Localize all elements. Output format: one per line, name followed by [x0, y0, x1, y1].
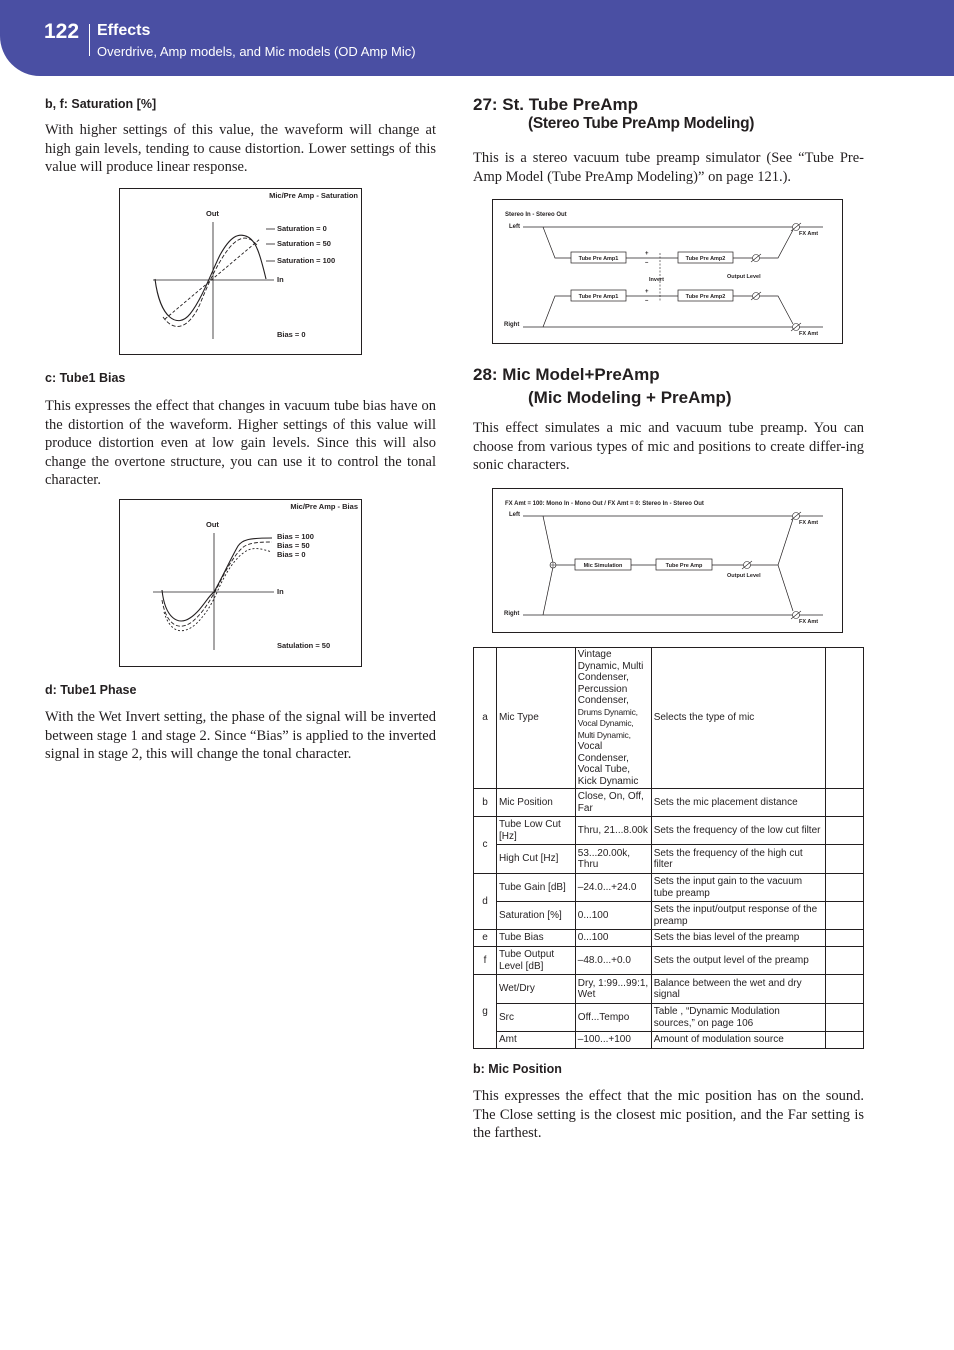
mic-type-range-2: Drums Dynamic, Vocal Dynamic, Multi Dynamic, [577, 706, 638, 740]
param-name: Tube Low Cut [Hz] [496, 817, 575, 845]
saturation-heading: b, f: Saturation [%] [45, 97, 157, 111]
chapter-subtitle: Overdrive, Amp models, and Mic models (OD Amp Mic) [97, 44, 416, 59]
diagram-28-fx-amt-top: FX Amt [799, 520, 819, 526]
param-name: Wet/Dry [496, 975, 575, 1004]
bias-out-axis-label: Out [206, 520, 219, 529]
param-description: Sets the input/output response of the preamp [651, 902, 825, 930]
table-row [474, 975, 864, 1004]
saturation-figure [119, 188, 362, 355]
page-number: 122 [44, 20, 80, 43]
mic-position-heading: b: Mic Position [473, 1062, 562, 1076]
param-name: Src [496, 1004, 575, 1032]
param-name: Mic Position [496, 789, 575, 817]
param-description: Sets the output level of the preamp [651, 947, 825, 975]
param-description: Sets the frequency of the high cut filter [651, 845, 825, 874]
param-description: Sets the bias level of the preamp [651, 930, 825, 947]
param-name: Mic Type [496, 648, 575, 789]
saturation-text: With higher settings of this value, the waveform will change at high gain levels, tending to cause distortion. Lower settings of this value will produce linear response. [45, 122, 436, 175]
saturation-50-label: Saturation = 50 [277, 239, 331, 248]
param-letter: a [474, 648, 497, 789]
diagram-27-amp2-bottom: Tube Pre Amp2 [685, 294, 726, 300]
param-letter: b [474, 789, 497, 817]
chapter-title: Effects [97, 22, 151, 39]
header-divider [89, 24, 90, 56]
param-range: Off...Tempo [575, 1004, 651, 1032]
bias-0-curve-label: Bias = 0 [277, 550, 306, 559]
table-row [474, 930, 864, 947]
param-letter: e [474, 930, 497, 947]
table-row [474, 947, 864, 975]
tube1-phase-text: With the Wet Invert setting, the phase of the signal will be inverted between stage 1 and stage 2. Since “Bias” is applied to the inverted signal in stage 2, this will change the tonal character. [45, 709, 436, 762]
param-description: Table , “Dynamic Modulation sources,” on page 106 [651, 1004, 825, 1032]
param-letter: g [474, 975, 497, 1049]
param-range: 53...20.00k, Thru [575, 845, 651, 874]
bias-0-label: Bias = 0 [277, 330, 306, 339]
table-row [474, 845, 864, 874]
tube1-bias-text: This expresses the effect that changes in vacuum tube bias have on the distortion of the waveform. Higher settings of this value will produce distortion even at low gain levels. Since this will also change the overtone structure, you can use it to control the tonal character. [45, 398, 436, 488]
diagram-28-left-label: Left [509, 512, 520, 518]
diagram-28-mic-simulation: Mic Simulation [583, 563, 623, 569]
mic-type-range-1: Vintage Dynamic, Multi Condenser, Percussion Condenser, [577, 649, 644, 706]
param-extra-cell [826, 1004, 864, 1032]
param-description: Balance between the wet and dry signal [651, 975, 825, 1004]
table-row [474, 648, 864, 789]
table-row [474, 817, 864, 845]
diagram-27-title: Stereo In - Stereo Out [505, 212, 567, 218]
table-row [474, 902, 864, 930]
diagram-27-minus-top: – [645, 260, 649, 266]
param-description: Sets the frequency of the low cut filter [651, 817, 825, 845]
tube1-phase-heading: d: Tube1 Phase [45, 683, 137, 697]
section-28-title: 28: Mic Model+PreAmp [473, 365, 660, 384]
diagram-28-right-label: Right [504, 611, 520, 617]
section-27-subtitle: (Stereo Tube PreAmp Modeling) [528, 115, 755, 132]
param-range: 0...100 [575, 930, 651, 947]
param-name: Tube Bias [496, 930, 575, 947]
param-range: –24.0...+24.0 [575, 874, 651, 902]
param-letter: f [474, 947, 497, 975]
param-extra-cell [826, 789, 864, 817]
param-extra-cell [826, 817, 864, 845]
mic-position-text: This expresses the effect that the mic position has on the sound. The Close setting is the closest mic position, and the Far setting is the farthest. [473, 1088, 864, 1141]
param-description: Sets the mic placement distance [651, 789, 825, 817]
param-name: Tube Output Level [dB] [496, 947, 575, 975]
param-range: 0...100 [575, 902, 651, 930]
stereo-tube-preamp-diagram [492, 199, 843, 344]
section-28-subtitle: (Mic Modeling + PreAmp) [528, 388, 732, 407]
out-axis-label: Out [206, 209, 219, 218]
param-name: Saturation [%] [496, 902, 575, 930]
param-range: –48.0...+0.0 [575, 947, 651, 975]
section-28-heading [473, 365, 732, 408]
saturation-100-label: Saturation = 100 [277, 256, 336, 265]
diagram-28-title: FX Amt = 100: Mono In - Mono Out / FX Amt = 0: Stereo In - Stereo Out [505, 501, 704, 507]
diagram-27-left-label: Left [509, 224, 520, 230]
diagram-27-fx-amt-bottom: FX Amt [799, 331, 819, 337]
diagram-27-fx-amt-top: FX Amt [799, 231, 819, 237]
saturation-50-note: Satulation = 50 [277, 641, 331, 650]
table-row [474, 789, 864, 817]
param-range [575, 648, 651, 789]
param-extra-cell [826, 648, 864, 789]
param-extra-cell [826, 874, 864, 902]
param-name: Tube Gain [dB] [496, 874, 575, 902]
page-header [0, 0, 954, 76]
table-row [474, 1004, 864, 1032]
param-extra-cell [826, 975, 864, 1004]
param-extra-cell [826, 845, 864, 874]
mic-type-range-3: Vocal Condenser, Vocal Tube, Kick Dynamic [577, 741, 639, 787]
table-row [474, 1032, 864, 1049]
param-range: Dry, 1:99...99:1, Wet [575, 975, 651, 1004]
diagram-27-amp1-top: Tube Pre Amp1 [578, 256, 619, 262]
param-range: Thru, 21...8.00k [575, 817, 651, 845]
param-name: Amt [496, 1032, 575, 1049]
parameter-table [473, 647, 864, 1049]
mic-model-preamp-diagram [492, 488, 843, 633]
diagram-27-amp1-bottom: Tube Pre Amp1 [578, 294, 619, 300]
section-27-text: This is a stereo vacuum tube preamp simulator (See “Tube Pre-Amp Model (Tube PreAmp Modeling)” on page 121.). [473, 150, 864, 185]
bias-figure [119, 499, 362, 667]
section-27-heading [473, 95, 754, 133]
section-27-title: 27: St. Tube PreAmp [473, 95, 638, 114]
param-range: Close, On, Off, Far [575, 789, 651, 817]
param-description: Selects the type of mic [651, 648, 825, 789]
diagram-27-output-level: Output Level [727, 274, 761, 280]
bias-50-label: Bias = 50 [277, 541, 310, 550]
tube1-bias-heading: c: Tube1 Bias [45, 371, 126, 385]
param-extra-cell [826, 930, 864, 947]
diagram-28-tube-pre-amp: Tube Pre Amp [665, 563, 703, 569]
bias-figure-title: Mic/Pre Amp - Bias [290, 502, 358, 511]
param-extra-cell [826, 902, 864, 930]
diagram-27-amp2-top: Tube Pre Amp2 [685, 256, 726, 262]
diagram-28-output-level: Output Level [727, 573, 761, 579]
param-description: Amount of modulation source [651, 1032, 825, 1049]
section-28-text: This effect simulates a mic and vacuum tube preamp. You can choose from various types of mic and positions to create differ-ing sonic characters. [473, 420, 864, 473]
saturation-0-label: Saturation = 0 [277, 224, 327, 233]
param-extra-cell [826, 947, 864, 975]
diagram-27-plus-top: + [645, 251, 649, 257]
param-description: Sets the input gain to the vacuum tube preamp [651, 874, 825, 902]
param-range: –100...+100 [575, 1032, 651, 1049]
param-letter: c [474, 817, 497, 874]
saturation-figure-title: Mic/Pre Amp - Saturation [269, 191, 358, 200]
diagram-27-invert: Invert [649, 277, 664, 283]
bias-in-axis-label: In [277, 587, 284, 596]
diagram-27-plus-bottom: + [645, 289, 649, 295]
param-name: High Cut [Hz] [496, 845, 575, 874]
param-extra-cell [826, 1032, 864, 1049]
diagram-27-right-label: Right [504, 322, 520, 328]
bias-100-label: Bias = 100 [277, 532, 314, 541]
diagram-28-fx-amt-bottom: FX Amt [799, 619, 819, 625]
in-axis-label: In [277, 275, 284, 284]
table-row [474, 874, 864, 902]
param-letter: d [474, 874, 497, 930]
diagram-27-minus-bottom: – [645, 298, 649, 304]
